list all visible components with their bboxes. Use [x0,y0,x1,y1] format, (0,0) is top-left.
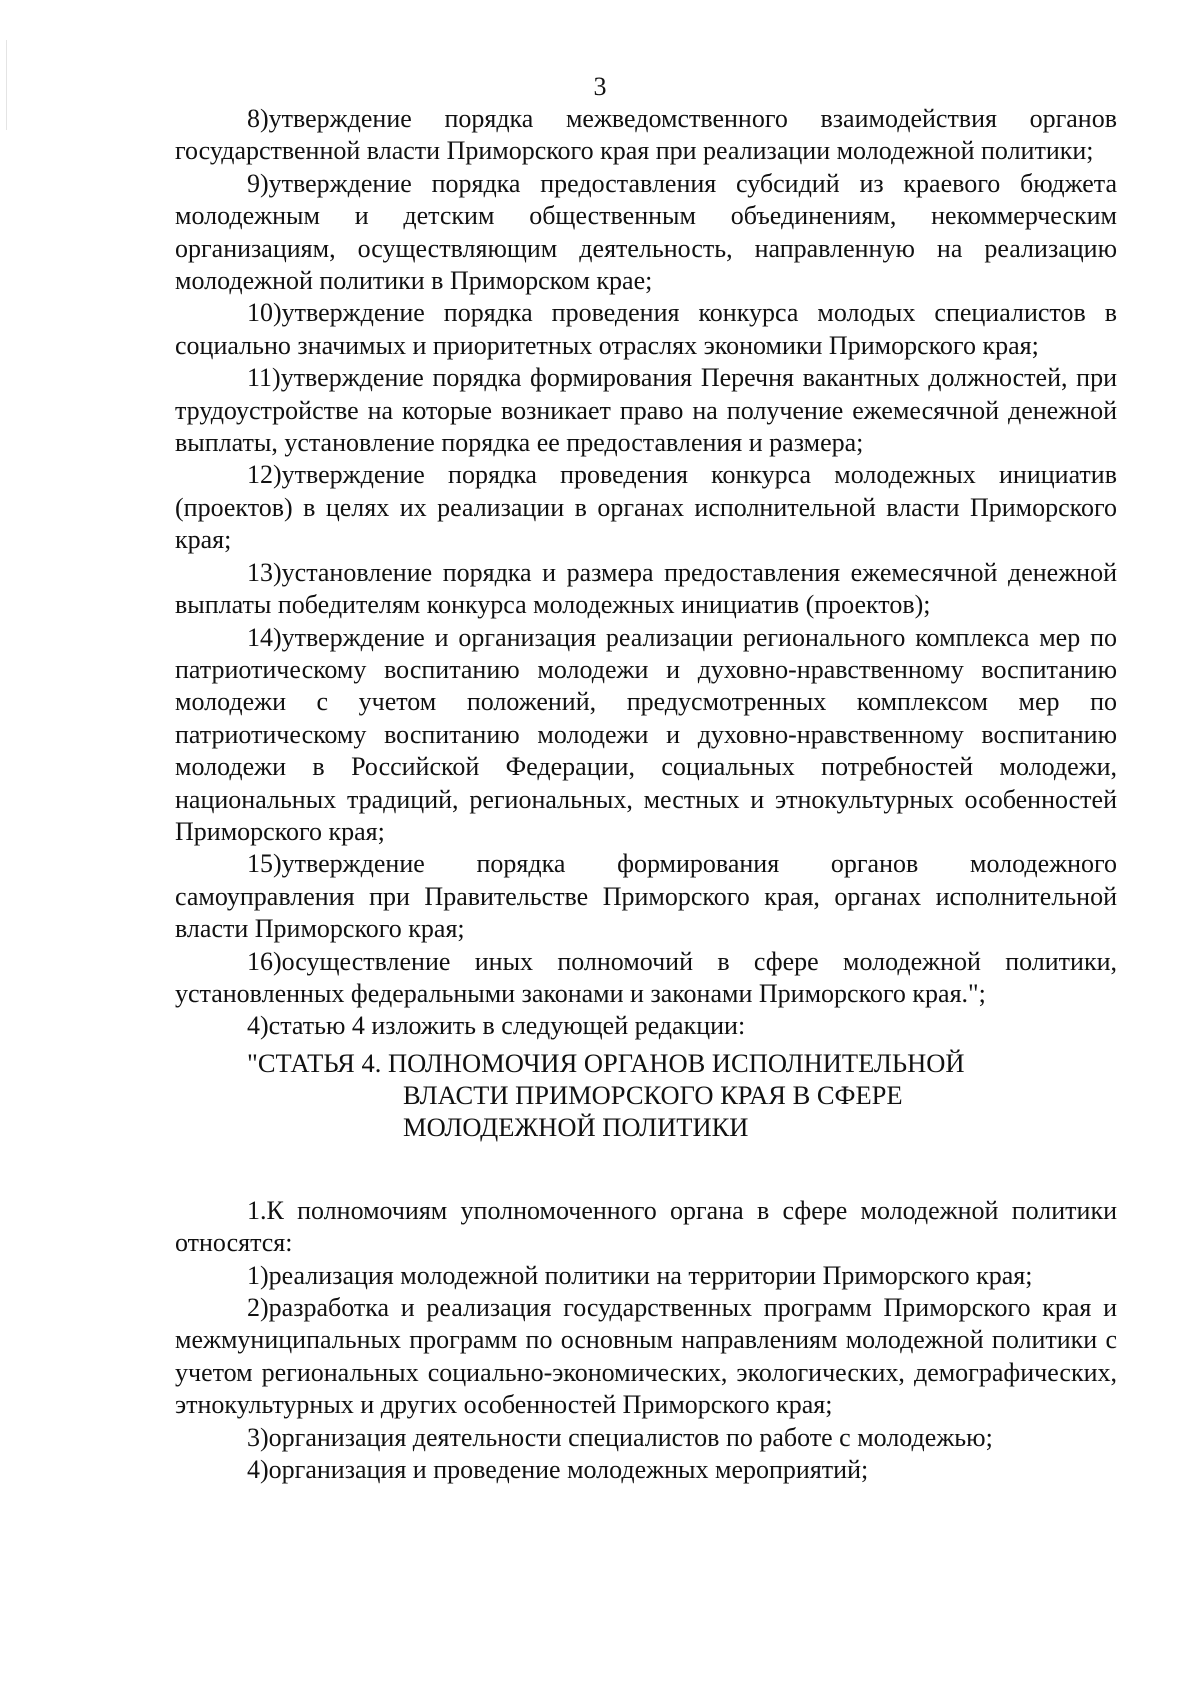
clause-1-item-4: 4)организация и проведение молодежных мероприятий; [247,1455,869,1485]
article-heading [175,1047,1117,1143]
list-item-13: 13)установление порядка и размера предоставления ежемесячной денежной выплаты победителям конкурса молодежных инициатив (проектов); [175,557,1117,620]
article-heading-line-1: "СТАТЬЯ 4. ПОЛНОМОЧИЯ ОРГАНОВ ИСПОЛНИТЕЛЬНОЙ [247,1047,965,1078]
clause-1-item-3: 3)организация деятельности специалистов по работе с молодежью; [247,1422,993,1452]
clause-1-item-2: 2)разработка и реализация государственных программ Приморского края и межмуниципальных программ по основным направлениям молодежной политики с учетом региональных социально-экономических, экологических, демографических, этнокультурных и других особенностей Приморского края; [175,1293,1117,1420]
article-heading-line-2: ВЛАСТИ ПРИМОРСКОГО КРАЯ В СФЕРЕ [403,1079,903,1110]
heading-spacer [175,1143,1117,1195]
list-item-16: 16)осуществление иных полномочий в сфере молодежной политики, установленных федеральными законами и законами Приморского края."; [175,946,1117,1008]
document-body [175,103,1117,1486]
clause-1: 1.К полномочиям уполномоченного органа в сфере молодежной политики относятся: [175,1195,1117,1258]
list-item-8: 8)утверждение порядка межведомственного взаимодействия органов государственной власти Приморского края при реализации молодежной политики; [175,104,1117,166]
list-item-9: 9)утверждение порядка предоставления субсидий из краевого бюджета молодежным и детским общественным объединениям, некоммерческим организациям, осуществляющим деятельность, направленную на реализацию молодежной политики в Приморском крае; [175,168,1117,296]
list-item-11: 11)утверждение порядка формирования Перечня вакантных должностей, при трудоустройстве на которые возникает право на получение ежемесячной денежной выплаты, установление порядка ее предоставления и размера; [175,363,1117,458]
page-number: 3 [593,72,607,101]
list-item-12: 12)утверждение порядка проведения конкурса молодежных инициатив (проектов) в целях их реализации в органах исполнительной власти Приморского края; [175,460,1117,555]
list-item-15: 15)утверждение порядка формирования органов молодежного самоуправления при Правительстве Приморского края, органах исполнительной власти Приморского края; [175,849,1117,944]
clause-1-item-1: 1)реализация молодежной политики на территории Приморского края; [247,1260,1033,1290]
article-heading-line-3: МОЛОДЕЖНОЙ ПОЛИТИКИ [403,1111,749,1142]
amendment-item-4: 4)статью 4 изложить в следующей редакции: [247,1011,746,1041]
list-item-14: 14)утверждение и организация реализации регионального комплекса мер по патриотическому воспитанию молодежи и духовно-нравственному воспитанию молодежи с учетом положений, предусмотренных комплексом мер по патриотическому воспитанию молодежи и духовно-нравственному воспитанию молодежи в Российской Федерации, социальных потребностей молодежи, национальных традиций, региональных, местных и этнокультурных особенностей Приморского края; [175,622,1117,846]
list-item-10: 10)утверждение порядка проведения конкурса молодых специалистов в социально значимых и приоритетных отраслях экономики Приморского края; [175,298,1117,360]
